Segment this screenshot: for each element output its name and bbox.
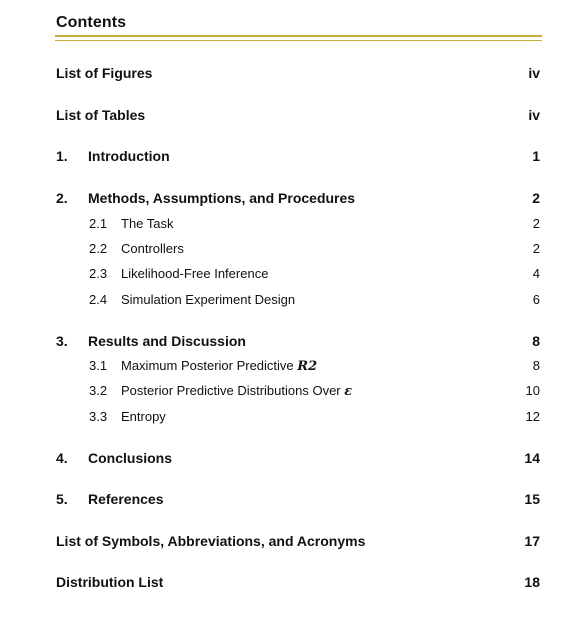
math-symbol-r2: R2 (297, 359, 318, 374)
toc-section-number: 2.2 (89, 241, 108, 256)
toc-page-number: 8 (532, 358, 540, 373)
toc-entry-label: Conclusions (88, 450, 173, 466)
toc-page-number: 10 (525, 383, 540, 398)
toc-section-number: 3.1 (89, 358, 108, 373)
toc-entry-controllers[interactable] (0, 241, 568, 259)
toc-page-number: 6 (532, 292, 540, 307)
toc-entry-label-wrap (121, 358, 317, 374)
toc-entry-label: Controllers (121, 241, 184, 256)
toc-entry-label: Posterior Predictive Distributions Over (121, 383, 345, 398)
toc-entry-references[interactable] (0, 491, 568, 509)
toc-page-number: 12 (525, 409, 540, 424)
toc-entry-label: Entropy (121, 409, 166, 424)
toc-entry-label: The Task (121, 216, 174, 231)
toc-entry-the-task[interactable] (0, 216, 568, 234)
toc-entry-label: Introduction (88, 148, 170, 164)
toc-entry-likelihood-free-inference[interactable] (0, 266, 568, 284)
toc-entry-posterior-predictive-distributions[interactable] (0, 383, 568, 401)
toc-entry-label: Simulation Experiment Design (121, 292, 296, 307)
toc-page-number: 8 (532, 333, 540, 349)
toc-section-number: 5. (56, 491, 68, 507)
toc-entry-list-of-symbols[interactable] (0, 533, 568, 551)
toc-entry-label: List of Figures (56, 65, 153, 81)
toc-section-number: 4. (56, 450, 68, 466)
toc-entry-label: References (88, 491, 164, 507)
toc-entry-introduction[interactable] (0, 148, 568, 166)
toc-section-number: 2.3 (89, 266, 108, 281)
toc-entry-distribution-list[interactable] (0, 574, 568, 592)
toc-section-number: 2.4 (89, 292, 108, 307)
toc-entry-label: Maximum Posterior Predictive (121, 358, 298, 373)
toc-entry-label: List of Symbols, Abbreviations, and Acronyms (56, 533, 366, 549)
toc-section-number: 3.2 (89, 383, 108, 398)
toc-page-number: 2 (532, 241, 540, 256)
heading-rule-thick (55, 35, 542, 37)
toc-entry-list-of-tables[interactable] (0, 107, 568, 125)
toc-page-number: 2 (532, 190, 540, 206)
toc-section-number: 3. (56, 333, 68, 349)
math-symbol-epsilon: ε (344, 384, 353, 399)
toc-entry-results-and-discussion[interactable] (0, 333, 568, 351)
toc-page-number: 1 (532, 148, 540, 164)
toc-entry-label: Likelihood-Free Inference (121, 266, 269, 281)
toc-entry-max-posterior-predictive[interactable] (0, 358, 568, 376)
toc-entry-label: List of Tables (56, 107, 146, 123)
toc-entry-entropy[interactable] (0, 409, 568, 427)
toc-entry-label-wrap (121, 383, 352, 399)
toc-page-number: iv (528, 107, 540, 123)
toc-page-number: 15 (524, 491, 540, 507)
toc-entry-list-of-figures[interactable] (0, 65, 568, 83)
toc-page-number: 2 (532, 216, 540, 231)
toc-entry-label: Results and Discussion (88, 333, 246, 349)
toc-section-number: 2. (56, 190, 68, 206)
toc-page-number: 18 (524, 574, 540, 590)
toc-section-number: 2.1 (89, 216, 108, 231)
toc-section-number: 3.3 (89, 409, 108, 424)
toc-page-number: iv (528, 65, 540, 81)
toc-page-number: 4 (532, 266, 540, 281)
toc-page-number: 17 (524, 533, 540, 549)
toc-heading: Contents (56, 14, 127, 31)
toc-entry-label: Distribution List (56, 574, 164, 590)
toc-page-number: 14 (524, 450, 540, 466)
toc-section-number: 1. (56, 148, 68, 164)
toc-entry-label: Methods, Assumptions, and Procedures (88, 190, 356, 206)
toc-entry-methods[interactable] (0, 190, 568, 208)
heading-rule-thin (55, 40, 542, 41)
toc-entry-simulation-experiment-design[interactable] (0, 292, 568, 310)
toc-entry-conclusions[interactable] (0, 450, 568, 468)
